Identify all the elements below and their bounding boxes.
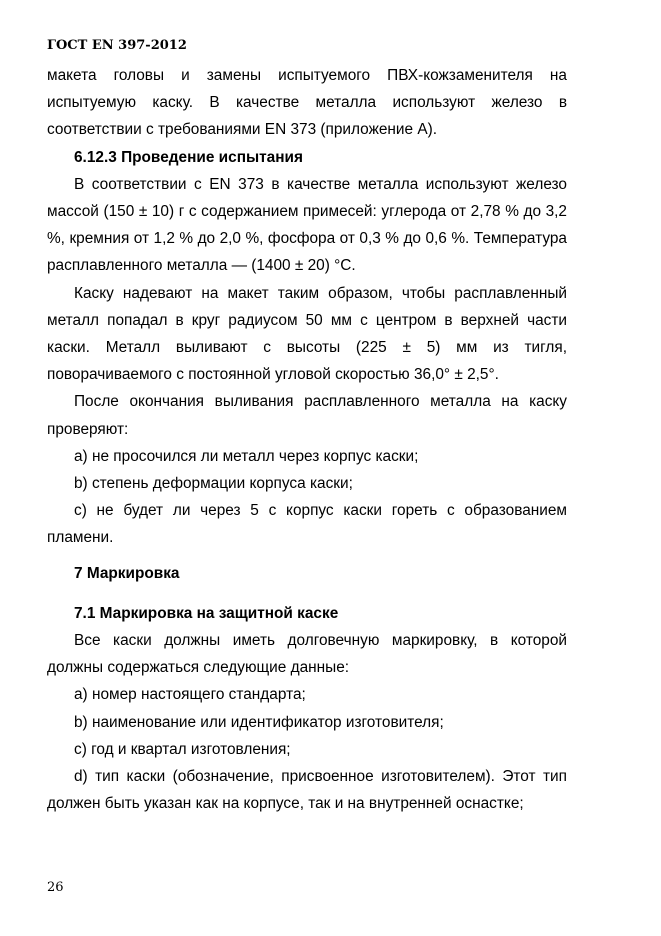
paragraph-checks-intro: После окончания выливания расплавленного металла на каску проверяют: — [47, 393, 567, 438]
list-item-c: с) не будет ли через 5 с корпус каски гореть с образованием пламени. — [47, 502, 567, 547]
section-heading-7-1: 7.1 Маркировка на защитной каске — [74, 604, 339, 622]
document-id-header: ГОСТ EN 397-2012 — [47, 38, 187, 53]
list-item-a: а) не просочился ли металл через корпус каски; — [74, 447, 419, 465]
paragraph-test-procedure: Каску надевают на макет таким образом, чтобы расплавленный металл попадал в круг радиусом 50 мм с центром в верхней части каски. Металл выливают с высоты (225 ± 5) мм из тигля, поворачиваемого с постоянной угловой скоростью 36,0° ± 2,5°. — [47, 284, 567, 384]
page-number: 26 — [47, 880, 64, 895]
marking-list-item-d: d) тип каски (обозначение, присвоенное изготовителем). Этот тип должен быть указан как на корпусе, так и на внутренней оснастке; — [47, 768, 567, 813]
section-heading-7: 7 Маркировка — [74, 564, 180, 582]
paragraph-marking-intro: Все каски должны иметь долговечную маркировку, в которой должны содержаться следующие данные: — [47, 632, 567, 677]
paragraph-metal-composition: В соответствии с EN 373 в качестве металла используют железо массой (150 ± 10) г с содержанием примесей: углерода от 2,78 % до 3,2 %, кремния от 1,2 % до 2,0 %, фосфора от 0,3 % до 0,6 %. Температура расплавленного металла — (1400 ± 20) °С. — [47, 175, 567, 275]
marking-list-item-a: а) номер настоящего стандарта; — [74, 686, 306, 704]
marking-list-item-b: b) наименование или идентификатор изготовителя; — [74, 713, 444, 731]
section-heading-6-12-3: 6.12.3 Проведение испытания — [74, 148, 303, 166]
paragraph-continuation: макета головы и замены испытуемого ПВХ-кожзаменителя на испытуемую каску. В качестве металла используют железо в соответствии с требованиями EN 373 (приложение А). — [47, 67, 567, 139]
marking-list-item-c: с) год и квартал изготовления; — [74, 740, 291, 758]
list-item-b: b) степень деформации корпуса каски; — [74, 475, 353, 493]
document-body — [47, 62, 567, 817]
